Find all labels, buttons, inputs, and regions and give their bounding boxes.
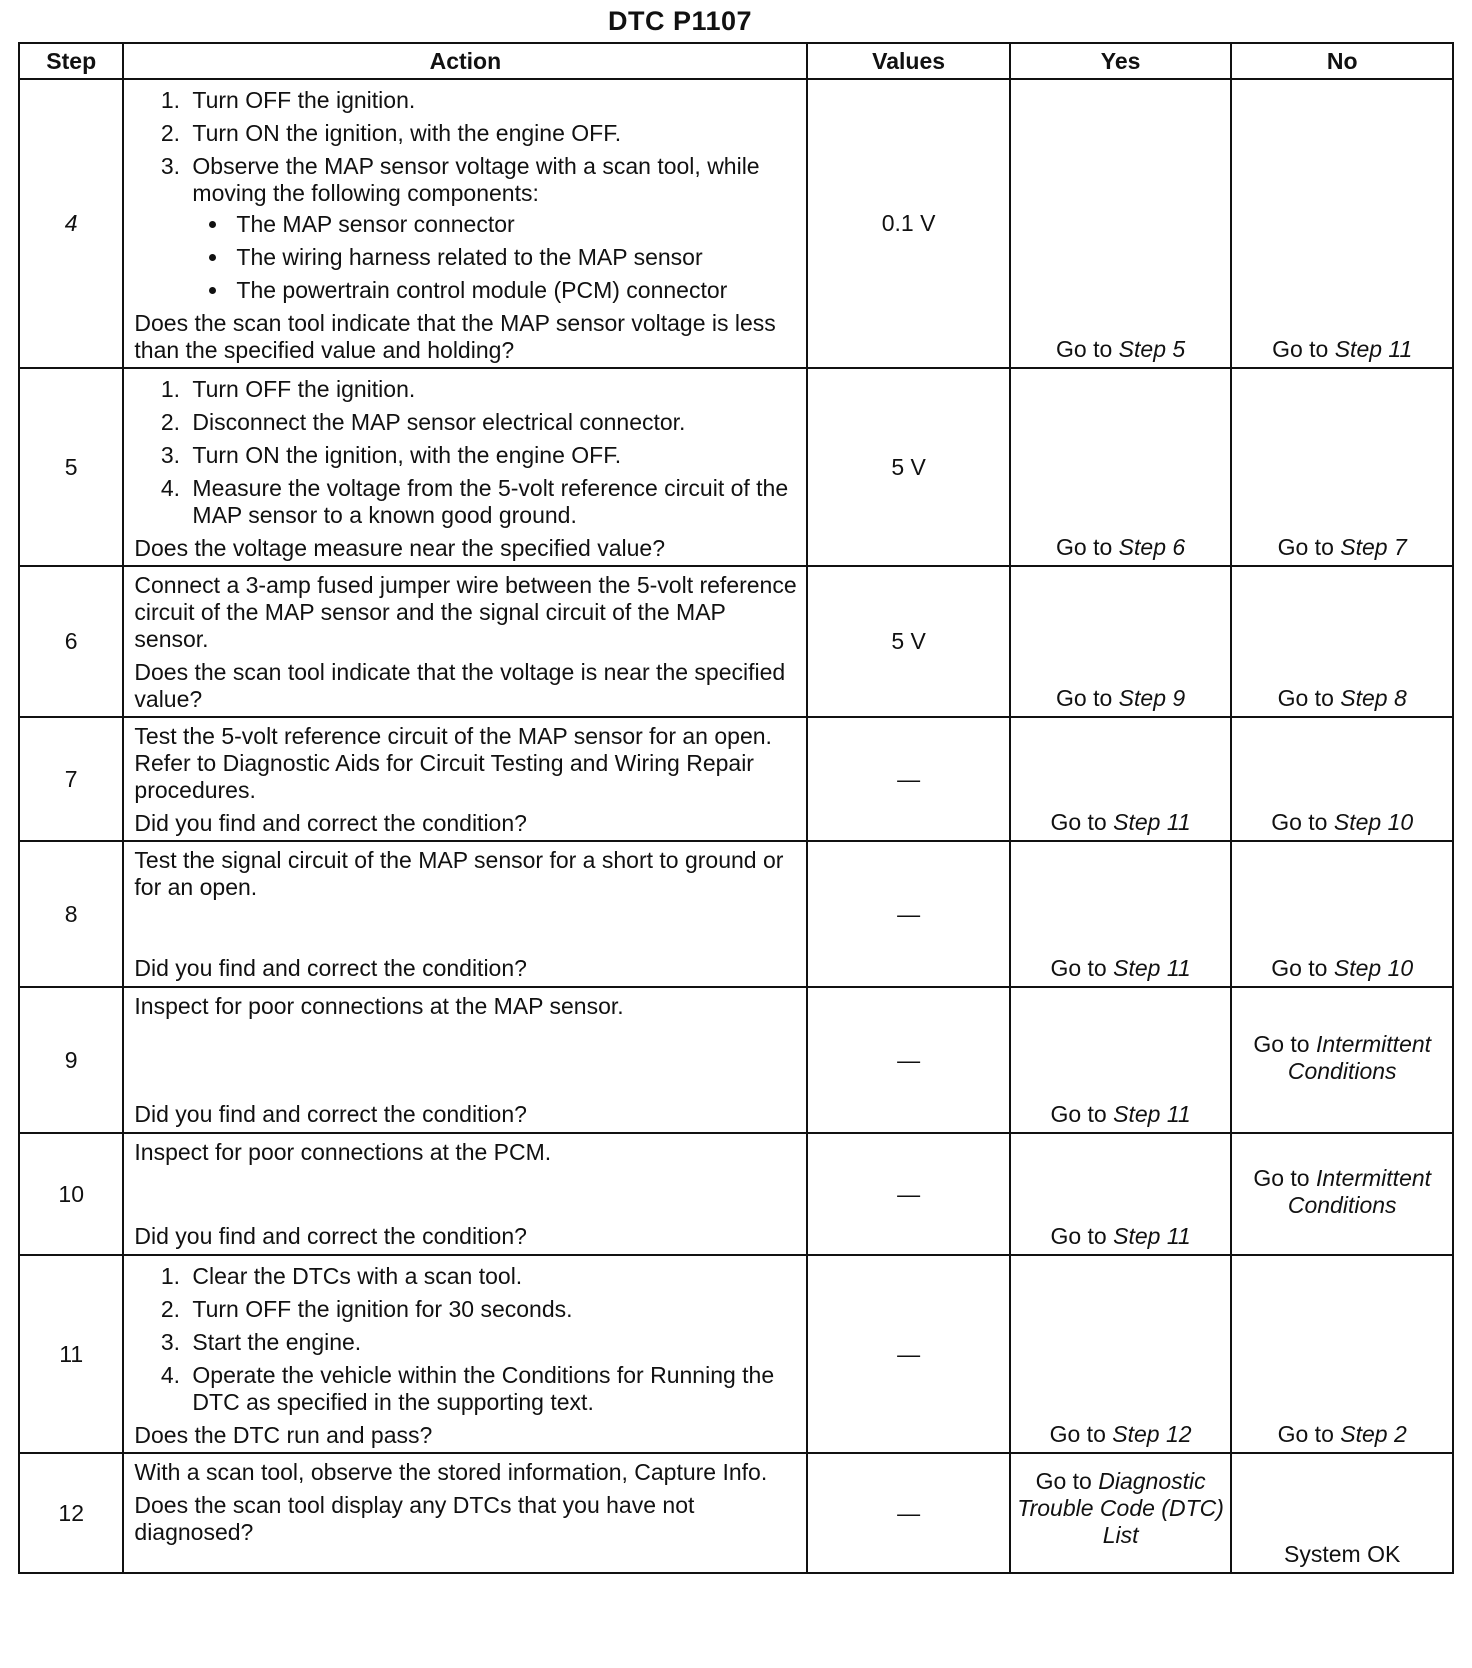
value-cell: 5 V	[807, 566, 1009, 717]
action-cell	[123, 79, 807, 368]
action-text: Inspect for poor connections at the PCM.	[134, 1139, 552, 1165]
value-cell: 0.1 V	[807, 79, 1009, 368]
table-row	[19, 987, 1453, 1133]
table-row	[19, 841, 1453, 987]
no-link[interactable]: Go to Step 8	[1231, 566, 1453, 717]
value-cell: —	[807, 1453, 1009, 1573]
yes-link[interactable]: Go to Step 11	[1010, 717, 1232, 841]
action-text: Test the signal circuit of the MAP sensor for a short to ground or for an open.	[134, 847, 784, 900]
action-cell	[123, 1133, 807, 1255]
page-title: DTC P1107	[607, 6, 753, 36]
diagnostic-table	[18, 42, 1454, 1574]
action-question: Did you find and correct the condition?	[134, 810, 527, 836]
action-step: 2. Turn ON the ignition, with the engine OFF.	[186, 120, 800, 147]
header-action: Action	[123, 43, 807, 79]
header-step: Step	[19, 43, 123, 79]
no-link[interactable]: Go to Step 10	[1231, 717, 1453, 841]
action-cell	[123, 566, 807, 717]
value-cell: —	[807, 987, 1009, 1133]
action-question: Did you find and correct the condition?	[134, 1223, 527, 1249]
action-step: 4. Operate the vehicle within the Conditions for Running the DTC as specified in the supporting text.	[186, 1362, 800, 1416]
step-number: 8	[19, 841, 123, 987]
action-steps	[134, 87, 800, 304]
no-result: System OK	[1231, 1453, 1453, 1573]
value-cell: —	[807, 841, 1009, 987]
step-number: 5	[19, 368, 123, 566]
action-cell	[123, 841, 807, 987]
yes-link[interactable]: Go to Step 9	[1010, 566, 1232, 717]
action-cell	[123, 987, 807, 1133]
step-number: 6	[19, 566, 123, 717]
action-question: Does the scan tool indicate that the MAP sensor voltage is less than the specified value and holding?	[134, 310, 776, 363]
action-steps	[134, 376, 800, 529]
table-row	[19, 1255, 1453, 1453]
header-values: Values	[807, 43, 1009, 79]
action-step: 1. Clear the DTCs with a scan tool.	[186, 1263, 800, 1290]
action-step: 3. Turn ON the ignition, with the engine OFF.	[186, 442, 800, 469]
action-text: Test the 5-volt reference circuit of the MAP sensor for an open. Refer to Diagnostic Aids for Circuit Testing and Wiring Repair procedures.	[134, 723, 772, 803]
action-question: Does the DTC run and pass?	[134, 1422, 433, 1448]
action-text: With a scan tool, observe the stored information, Capture Info.	[134, 1459, 768, 1485]
step-number: 12	[19, 1453, 123, 1573]
table-row	[19, 79, 1453, 368]
step-number: 10	[19, 1133, 123, 1255]
action-cell	[123, 1453, 807, 1573]
table-row	[19, 368, 1453, 566]
action-question: Did you find and correct the condition?	[134, 955, 527, 981]
no-link[interactable]: Go to Step 2	[1231, 1255, 1453, 1453]
action-question: Does the voltage measure near the specified value?	[134, 535, 666, 561]
no-link[interactable]: Go to Step 10	[1231, 841, 1453, 987]
yes-link[interactable]: Go to Diagnostic Trouble Code (DTC) List	[1010, 1453, 1232, 1573]
action-cell	[123, 717, 807, 841]
component-item: • The wiring harness related to the MAP sensor	[230, 244, 800, 271]
table-header-row	[19, 43, 1453, 79]
action-steps	[134, 1263, 800, 1416]
component-item: • The powertrain control module (PCM) connector	[230, 277, 800, 304]
action-step: 1. Turn OFF the ignition.	[186, 87, 800, 114]
header-no: No	[1231, 43, 1453, 79]
action-text: Connect a 3-amp fused jumper wire between the 5-volt reference circuit of the MAP sensor and the signal circuit of the MAP sensor.	[134, 572, 797, 652]
component-item: • The MAP sensor connector	[230, 211, 800, 238]
value-cell: —	[807, 1255, 1009, 1453]
action-step: 4. Measure the voltage from the 5-volt reference circuit of the MAP sensor to a known good ground.	[186, 475, 800, 529]
yes-link[interactable]: Go to Step 11	[1010, 1133, 1232, 1255]
no-link[interactable]: Go to Intermittent Conditions	[1231, 987, 1453, 1133]
table-row	[19, 1133, 1453, 1255]
action-step: 3. Observe the MAP sensor voltage with a scan tool, while moving the following components: • The MAP sensor connector • The wiring harness related to the MAP sensor • The powertrain control module (PCM) connector	[186, 153, 800, 304]
action-question: Does the scan tool indicate that the voltage is near the specified value?	[134, 659, 786, 712]
action-step: 2. Disconnect the MAP sensor electrical connector.	[186, 409, 800, 436]
step-number: 11	[19, 1255, 123, 1453]
no-link[interactable]: Go to Step 7	[1231, 368, 1453, 566]
action-cell	[123, 368, 807, 566]
header-yes: Yes	[1010, 43, 1232, 79]
action-question: Does the scan tool display any DTCs that you have not diagnosed?	[134, 1492, 695, 1545]
action-cell	[123, 1255, 807, 1453]
yes-link[interactable]: Go to Step 11	[1010, 841, 1232, 987]
yes-link[interactable]: Go to Step 11	[1010, 987, 1232, 1133]
action-step: 1. Turn OFF the ignition.	[186, 376, 800, 403]
yes-link[interactable]: Go to Step 5	[1010, 79, 1232, 368]
no-link[interactable]: Go to Step 11	[1231, 79, 1453, 368]
yes-link[interactable]: Go to Step 6	[1010, 368, 1232, 566]
component-list	[192, 211, 800, 304]
value-cell: —	[807, 717, 1009, 841]
value-cell: —	[807, 1133, 1009, 1255]
step-number: 9	[19, 987, 123, 1133]
step-number: 4	[19, 79, 123, 368]
table-row	[19, 717, 1453, 841]
action-step: 3. Start the engine.	[186, 1329, 800, 1356]
table-row	[19, 566, 1453, 717]
action-text: Inspect for poor connections at the MAP sensor.	[134, 993, 624, 1019]
no-link[interactable]: Go to Intermittent Conditions	[1231, 1133, 1453, 1255]
value-cell: 5 V	[807, 368, 1009, 566]
step-number: 7	[19, 717, 123, 841]
yes-link[interactable]: Go to Step 12	[1010, 1255, 1232, 1453]
action-question: Did you find and correct the condition?	[134, 1101, 527, 1127]
action-step: 2. Turn OFF the ignition for 30 seconds.	[186, 1296, 800, 1323]
table-row	[19, 1453, 1453, 1573]
